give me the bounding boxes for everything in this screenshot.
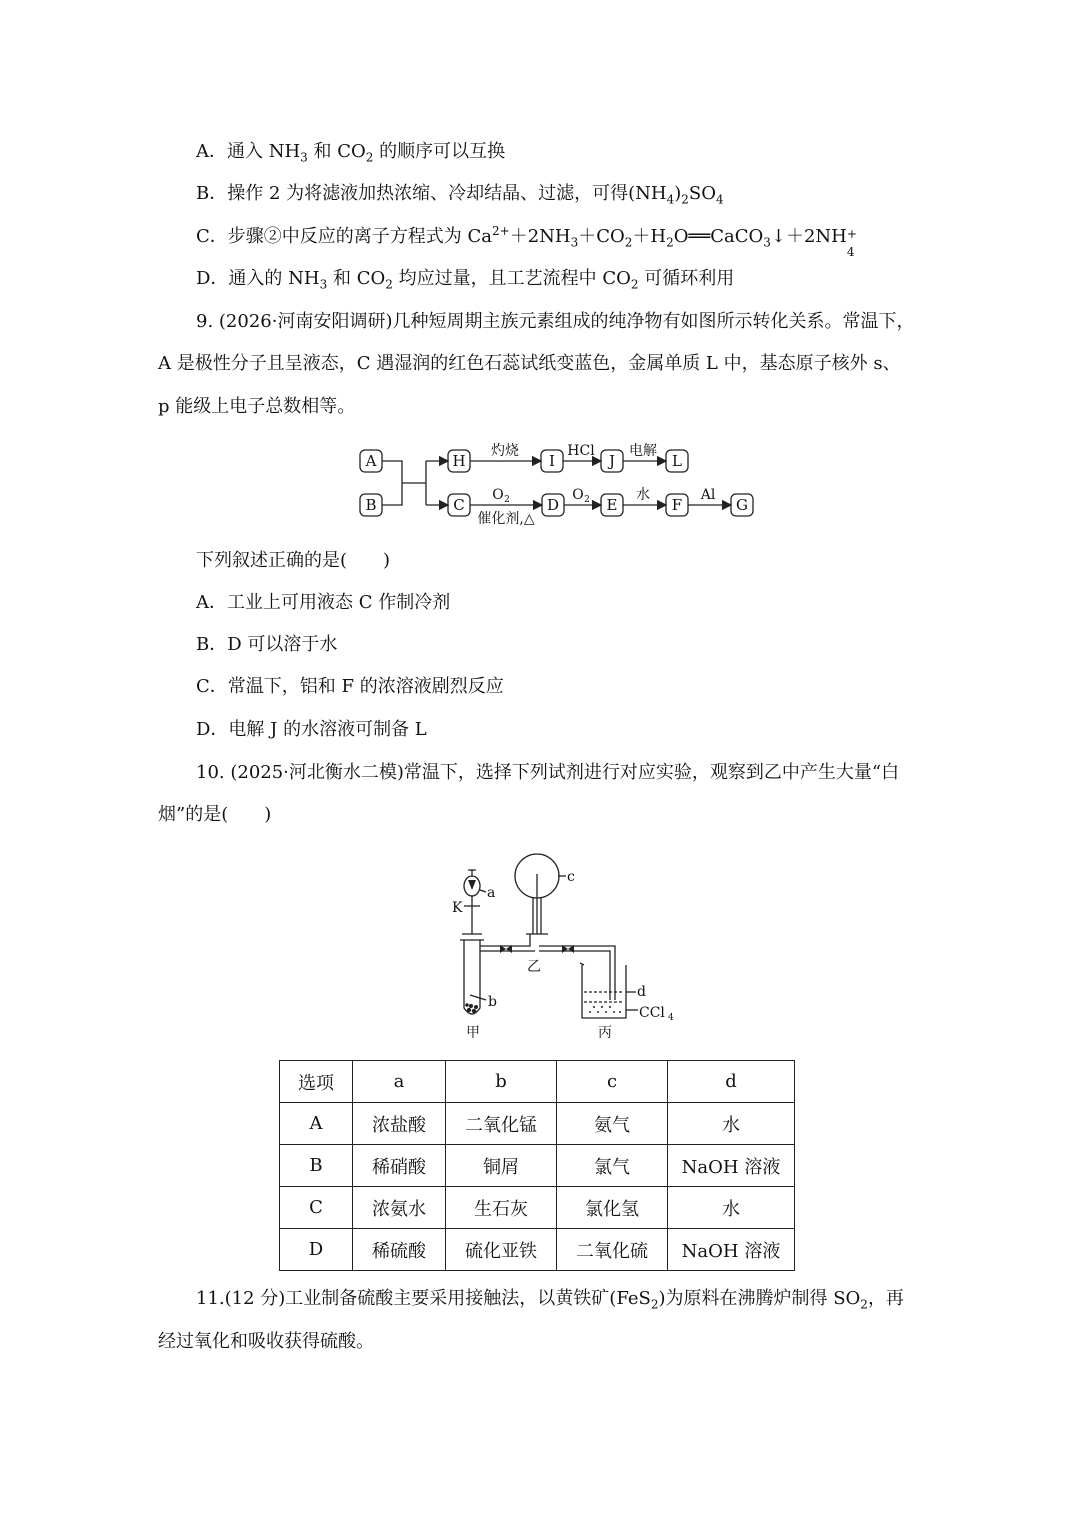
node-b: B bbox=[365, 496, 377, 514]
q9-option-a: A．工业上可用液态 C 作制冷剂 bbox=[196, 592, 451, 613]
q8-option-a: A．通入 $NH_3$ 和 $CO_2$ 的顺序可以互换 bbox=[196, 141, 506, 165]
label-al: Al bbox=[700, 487, 716, 503]
label-yi: 乙 bbox=[527, 959, 541, 975]
table-header-cell: b bbox=[446, 1061, 557, 1103]
node-e: E bbox=[606, 496, 618, 514]
q8-option-b: B．操作 2 为将滤液加热浓缩、冷却结晶、过滤，可得$(NH_4)_2SO_4$ bbox=[196, 183, 724, 207]
table-cell: NaOH 溶液 bbox=[668, 1229, 795, 1271]
q10-stem-line1: 10. (2025·河北衡水二模)常温下，选择下列试剂进行对应实验，观察到乙中产生大量“白 bbox=[196, 762, 900, 783]
label-c: c bbox=[567, 869, 575, 885]
label-o2-first: O bbox=[492, 487, 504, 503]
node-g: G bbox=[736, 496, 748, 514]
node-d: D bbox=[546, 496, 560, 514]
table-cell: 浓盐酸 bbox=[353, 1103, 446, 1145]
table-cell: 水 bbox=[668, 1187, 795, 1229]
table-header-cell: d bbox=[668, 1061, 795, 1103]
table-cell: A bbox=[280, 1103, 353, 1145]
table-row bbox=[280, 1145, 795, 1187]
q10-apparatus-diagram bbox=[440, 850, 680, 1045]
node-a: A bbox=[365, 452, 377, 470]
q9-stem-line1: 9. (2026·河南安阳调研)几种短周期主族元素组成的纯净物有如图所示转化关系。常温下， bbox=[196, 311, 915, 332]
node-i: I bbox=[549, 452, 555, 470]
table-cell: B bbox=[280, 1145, 353, 1187]
label-hcl: HCl bbox=[567, 443, 595, 459]
label-burn: 灼烧 bbox=[491, 443, 519, 459]
table-cell: NaOH 溶液 bbox=[668, 1145, 795, 1187]
q8-option-d: D．通入的 $NH_3$ 和 $CO_2$ 均应过量，且工艺流程中 $CO_2$ 可循环利用 bbox=[196, 268, 735, 292]
q10-stem-line2: 烟”的是( ) bbox=[158, 804, 272, 825]
table-cell: 氨气 bbox=[557, 1103, 668, 1145]
label-catalyst: 催化剂,△ bbox=[477, 511, 535, 527]
node-c: C bbox=[453, 496, 465, 514]
table-header-cell: c bbox=[557, 1061, 668, 1103]
table-cell: 稀硫酸 bbox=[353, 1229, 446, 1271]
node-f: F bbox=[671, 496, 683, 514]
label-a: a bbox=[487, 885, 496, 901]
label-k: K bbox=[452, 900, 463, 916]
table-cell: C bbox=[280, 1187, 353, 1229]
table-cell: 稀硝酸 bbox=[353, 1145, 446, 1187]
q9-stem-line3: p 能级上电子总数相等。 bbox=[158, 396, 356, 417]
node-l: L bbox=[672, 452, 682, 470]
label-water: 水 bbox=[636, 487, 650, 503]
label-jia: 甲 bbox=[466, 1025, 480, 1041]
node-j: J bbox=[608, 452, 616, 470]
label-o2-first-sub: 2 bbox=[504, 495, 510, 505]
table-cell: D bbox=[280, 1229, 353, 1271]
label-electrolysis: 电解 bbox=[629, 443, 657, 459]
label-d: d bbox=[637, 984, 646, 1000]
q11-stem-line1: 11.(12 分)工业制备硫酸主要采用接触法，以黄铁矿(FeS$_2$)为原料在沸腾炉制得 $SO_2$，再 bbox=[196, 1288, 904, 1312]
table-cell: 硫化亚铁 bbox=[446, 1229, 557, 1271]
q10-options-table bbox=[279, 1060, 795, 1271]
table-cell: 生石灰 bbox=[446, 1187, 557, 1229]
label-ccl4-sub: 4 bbox=[668, 1013, 674, 1023]
table-row bbox=[280, 1187, 795, 1229]
label-o2-second-sub: 2 bbox=[584, 495, 590, 505]
table-cell: 二氧化锰 bbox=[446, 1103, 557, 1145]
node-h: H bbox=[452, 452, 466, 470]
table-cell: 铜屑 bbox=[446, 1145, 557, 1187]
table-cell: 二氧化硫 bbox=[557, 1229, 668, 1271]
q9-option-d: D．电解 J 的水溶液可制备 L bbox=[196, 719, 427, 740]
label-bing: 丙 bbox=[598, 1025, 612, 1041]
q9-question: 下列叙述正确的是( ) bbox=[196, 550, 391, 571]
table-row bbox=[280, 1103, 795, 1145]
label-o2-second: O bbox=[572, 487, 584, 503]
table-row bbox=[280, 1229, 795, 1271]
table-cell: 浓氨水 bbox=[353, 1187, 446, 1229]
table-cell: 氯化氢 bbox=[557, 1187, 668, 1229]
label-ccl4: CCl bbox=[639, 1005, 665, 1021]
q9-stem-line2: A 是极性分子且呈液态，C 遇湿润的红色石蕊试纸变蓝色，金属单质 L 中，基态原子核外 s、 bbox=[158, 353, 901, 374]
q9-option-c: C．常温下，铝和 F 的浓溶液剧烈反应 bbox=[196, 676, 504, 697]
table-cell: 水 bbox=[668, 1103, 795, 1145]
table-header-cell: a bbox=[353, 1061, 446, 1103]
table-cell: 氯气 bbox=[557, 1145, 668, 1187]
q11-stem-line2: 经过氧化和吸收获得硫酸。 bbox=[158, 1331, 374, 1352]
q9-conversion-diagram bbox=[350, 432, 770, 532]
table-header-cell: 选项 bbox=[280, 1061, 353, 1103]
label-b: b bbox=[488, 994, 497, 1010]
q8-option-c: C．步骤②中反应的离子方程式为 $Ca^{2+}+2NH_3+CO_2+H_2O══CaCO_3↓+2NH$ + 4 bbox=[196, 224, 857, 259]
q9-option-b: B．D 可以溶于水 bbox=[196, 634, 338, 655]
table-header-row bbox=[280, 1061, 795, 1103]
